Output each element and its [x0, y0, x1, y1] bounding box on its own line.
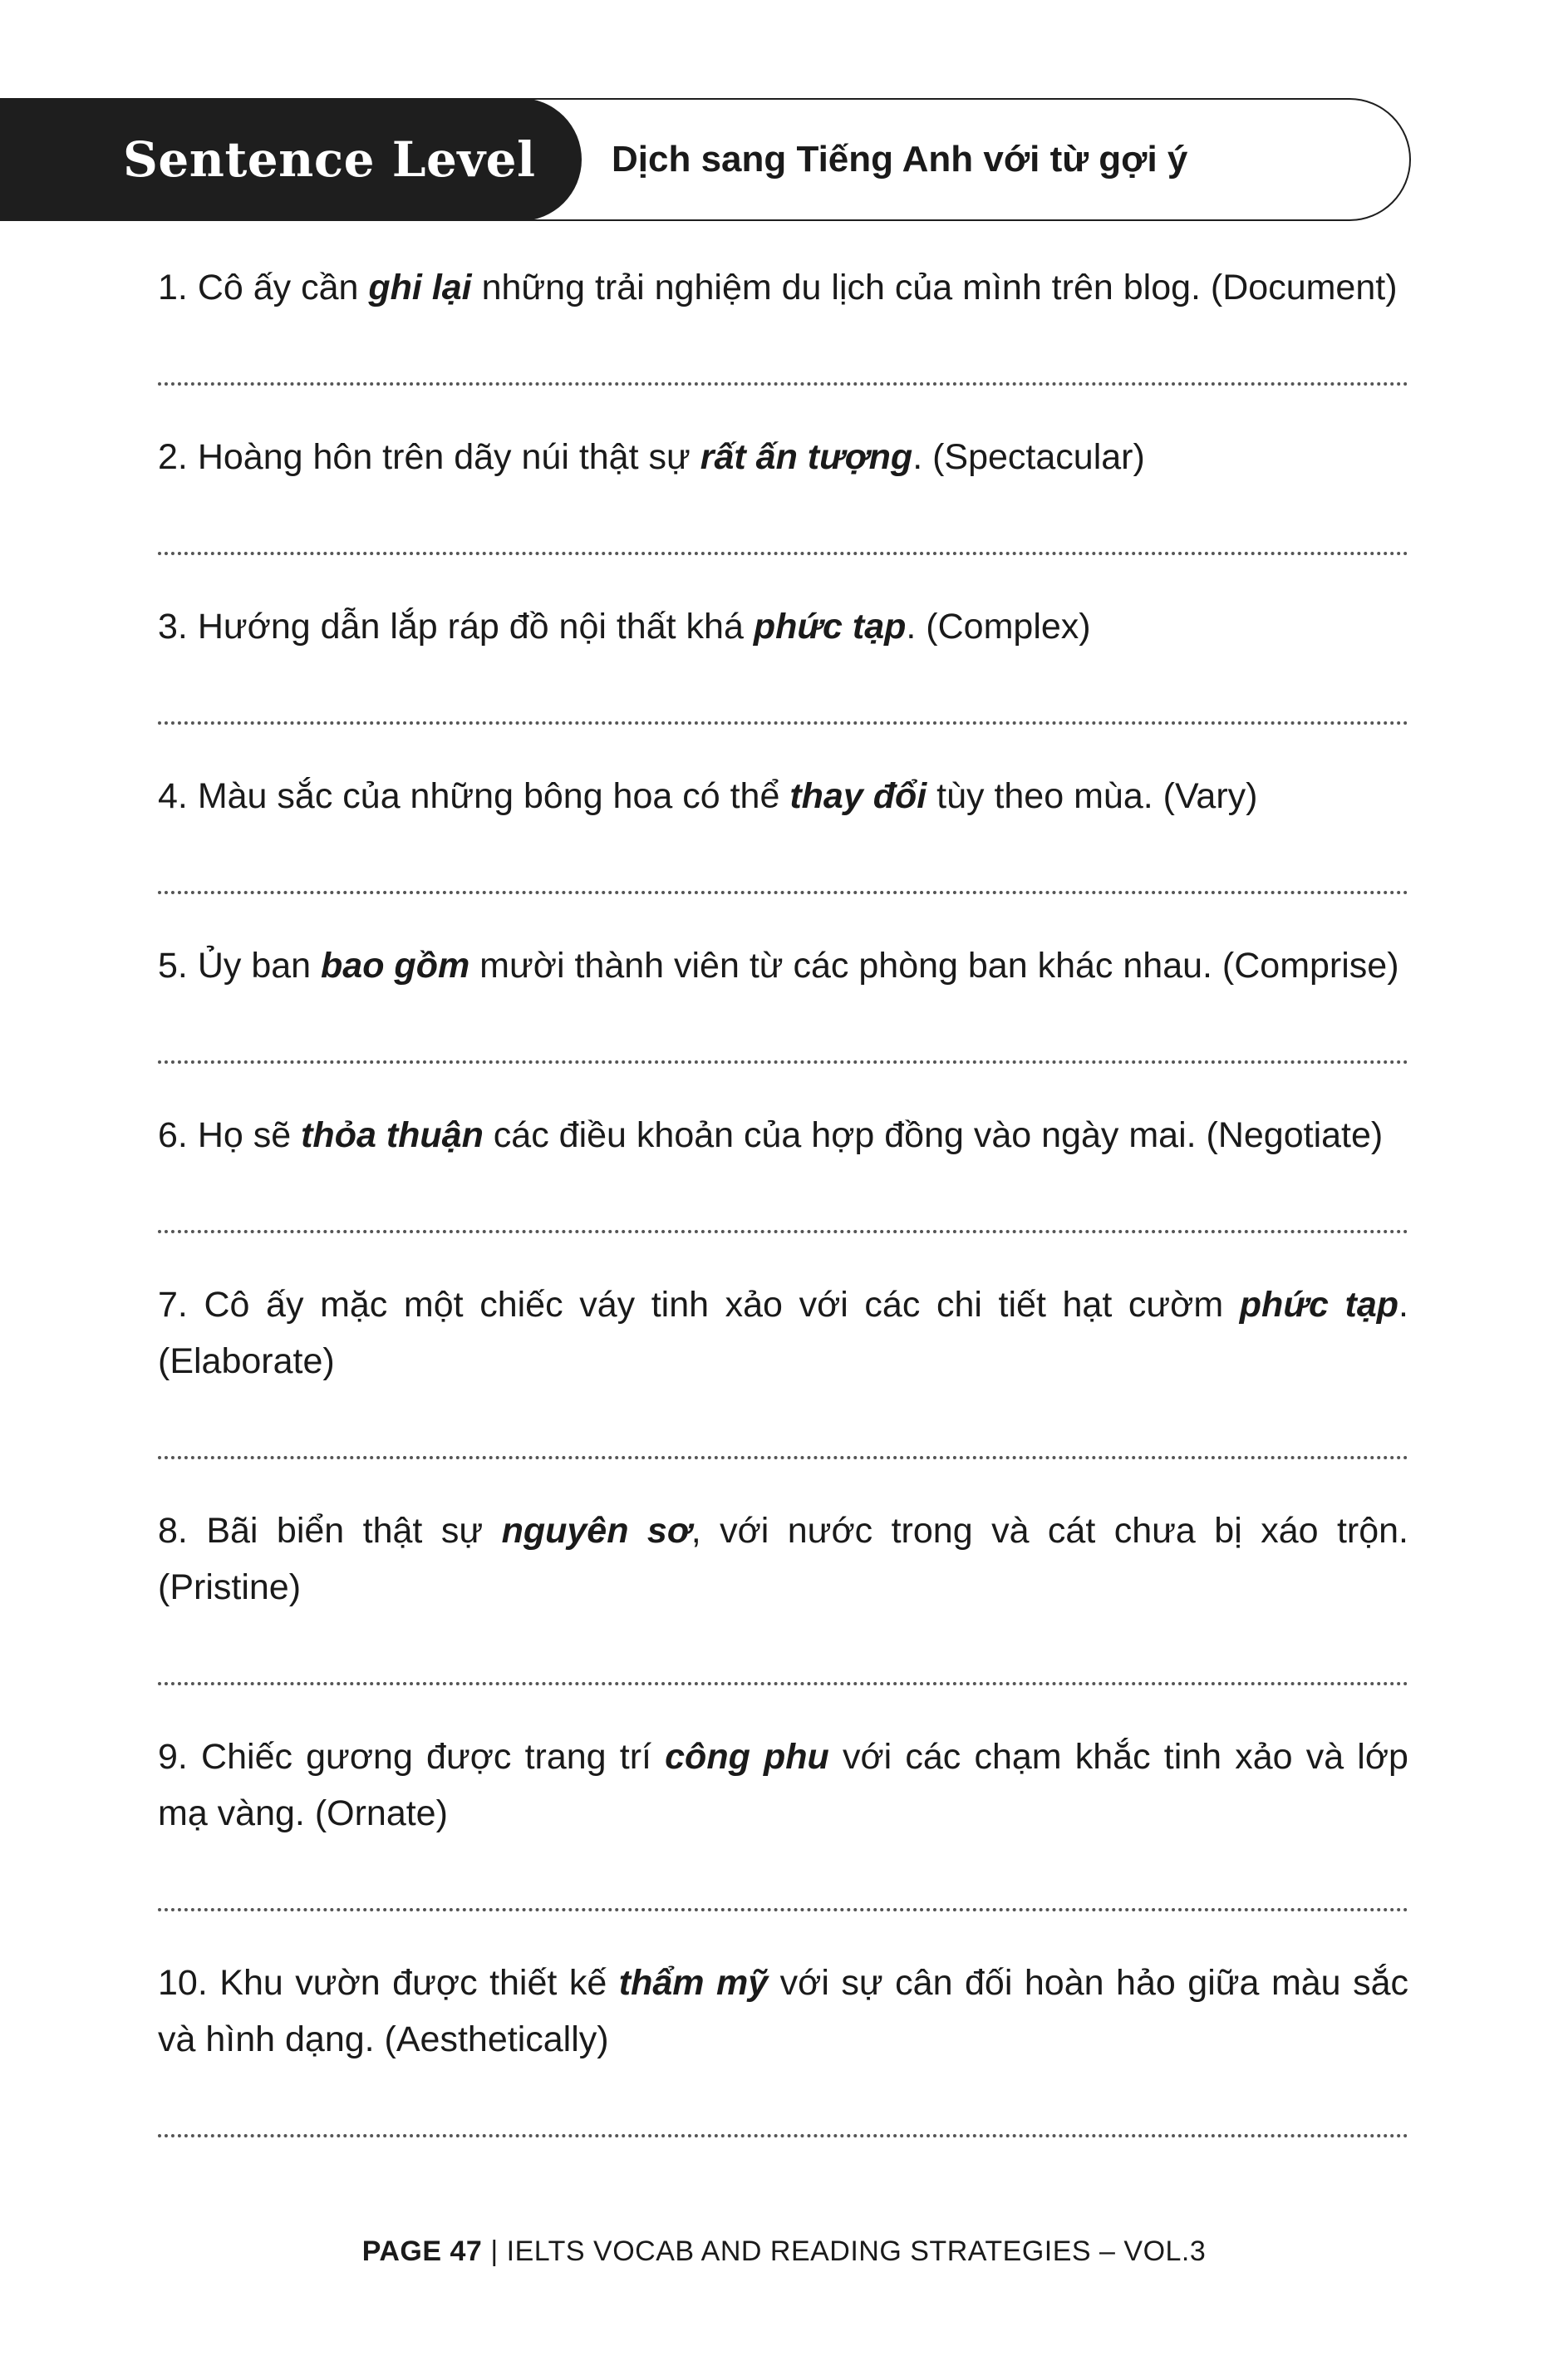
question-text: 6. Họ sẽ thỏa thuận các điều khoản của hợp đồng vào ngày mai. (Negotiate)	[158, 1115, 1384, 1155]
exercise-item	[158, 1107, 1408, 1233]
question-text: 1. Cô ấy cần ghi lại những trải nghiệm du lịch của mình trên blog. (Document)	[158, 268, 1398, 307]
answer-line[interactable]	[158, 1024, 1408, 1064]
answer-line[interactable]	[158, 1872, 1408, 1911]
question-number: 1.	[158, 268, 188, 307]
hint-phrase: công phu	[665, 1737, 829, 1777]
answer-line[interactable]	[158, 1645, 1408, 1685]
section-label: Sentence Level	[123, 131, 536, 188]
exercise-item	[158, 1276, 1408, 1459]
hint-phrase: ghi lại	[368, 268, 472, 307]
question-text: 4. Màu sắc của những bông hoa có thể thay đổi tùy theo mùa. (Vary)	[158, 776, 1258, 816]
hint-phrase: bao gồm	[321, 946, 470, 986]
hint-phrase: thay đổi	[789, 776, 927, 816]
question-text: 10. Khu vườn được thiết kế thẩm mỹ với sự cân đối hoàn hảo giữa màu sắc và hình dạng. (Aesthetically)	[158, 1963, 1408, 2059]
instruction-banner	[465, 98, 1411, 221]
answer-line[interactable]	[158, 854, 1408, 894]
answer-line[interactable]	[158, 1419, 1408, 1459]
hint-phrase: phức tạp	[753, 607, 907, 647]
question-number: 3.	[158, 607, 188, 647]
hint-phrase: rất ấn tượng	[700, 437, 913, 477]
book-title: IELTS VOCAB AND READING STRATEGIES – VOL.3	[506, 2235, 1207, 2267]
question-number: 2.	[158, 437, 188, 477]
hint-phrase: thỏa thuận	[301, 1115, 484, 1155]
question-text: 7. Cô ấy mặc một chiếc váy tinh xảo với các chi tiết hạt cườm phức tạp. (Elaborate)	[158, 1285, 1408, 1381]
answer-line[interactable]	[158, 346, 1408, 386]
question-number: 4.	[158, 776, 188, 816]
question-number: 10.	[158, 1963, 208, 2003]
exercise-list	[158, 259, 1408, 2181]
page-footer	[0, 2235, 1568, 2268]
instruction-text: Dịch sang Tiếng Anh với từ gợi ý	[612, 139, 1188, 180]
question-text: 8. Bãi biển thật sự nguyên sơ, với nước trong và cát chưa bị xáo trộn. (Pristine)	[158, 1511, 1409, 1607]
answer-line[interactable]	[158, 685, 1408, 725]
hint-phrase: thẩm mỹ	[618, 1963, 769, 2003]
hint-phrase: phức tạp	[1239, 1285, 1399, 1325]
question-text: 3. Hướng dẫn lắp ráp đồ nội thất khá phức tạp. (Complex)	[158, 607, 1091, 647]
question-number: 5.	[158, 946, 188, 986]
exercise-item	[158, 259, 1408, 386]
question-number: 9.	[158, 1737, 188, 1777]
section-header	[0, 98, 1413, 221]
answer-line[interactable]	[158, 515, 1408, 555]
question-text: 5. Ủy ban bao gồm mười thành viên từ các phòng ban khác nhau. (Comprise)	[158, 946, 1399, 986]
exercise-item	[158, 937, 1408, 1064]
exercise-item	[158, 1729, 1408, 1911]
hint-phrase: nguyên sơ	[501, 1511, 691, 1551]
question-text: 9. Chiếc gương được trang trí công phu với các chạm khắc tinh xảo và lớp mạ vàng. (Ornate)	[158, 1737, 1408, 1833]
exercise-item	[158, 598, 1408, 725]
exercise-item	[158, 1503, 1408, 1685]
footer-separator: |	[490, 2235, 499, 2267]
question-number: 7.	[158, 1285, 188, 1325]
exercise-item	[158, 768, 1408, 894]
answer-line[interactable]	[158, 1193, 1408, 1233]
exercise-item	[158, 429, 1408, 555]
page-number: PAGE 47	[361, 2235, 483, 2267]
question-number: 6.	[158, 1115, 188, 1155]
question-text: 2. Hoàng hôn trên dãy núi thật sự rất ấn tượng. (Spectacular)	[158, 437, 1145, 477]
answer-line[interactable]	[158, 2098, 1408, 2137]
section-label-banner	[0, 98, 582, 221]
exercise-item	[158, 1955, 1408, 2137]
question-number: 8.	[158, 1511, 188, 1551]
